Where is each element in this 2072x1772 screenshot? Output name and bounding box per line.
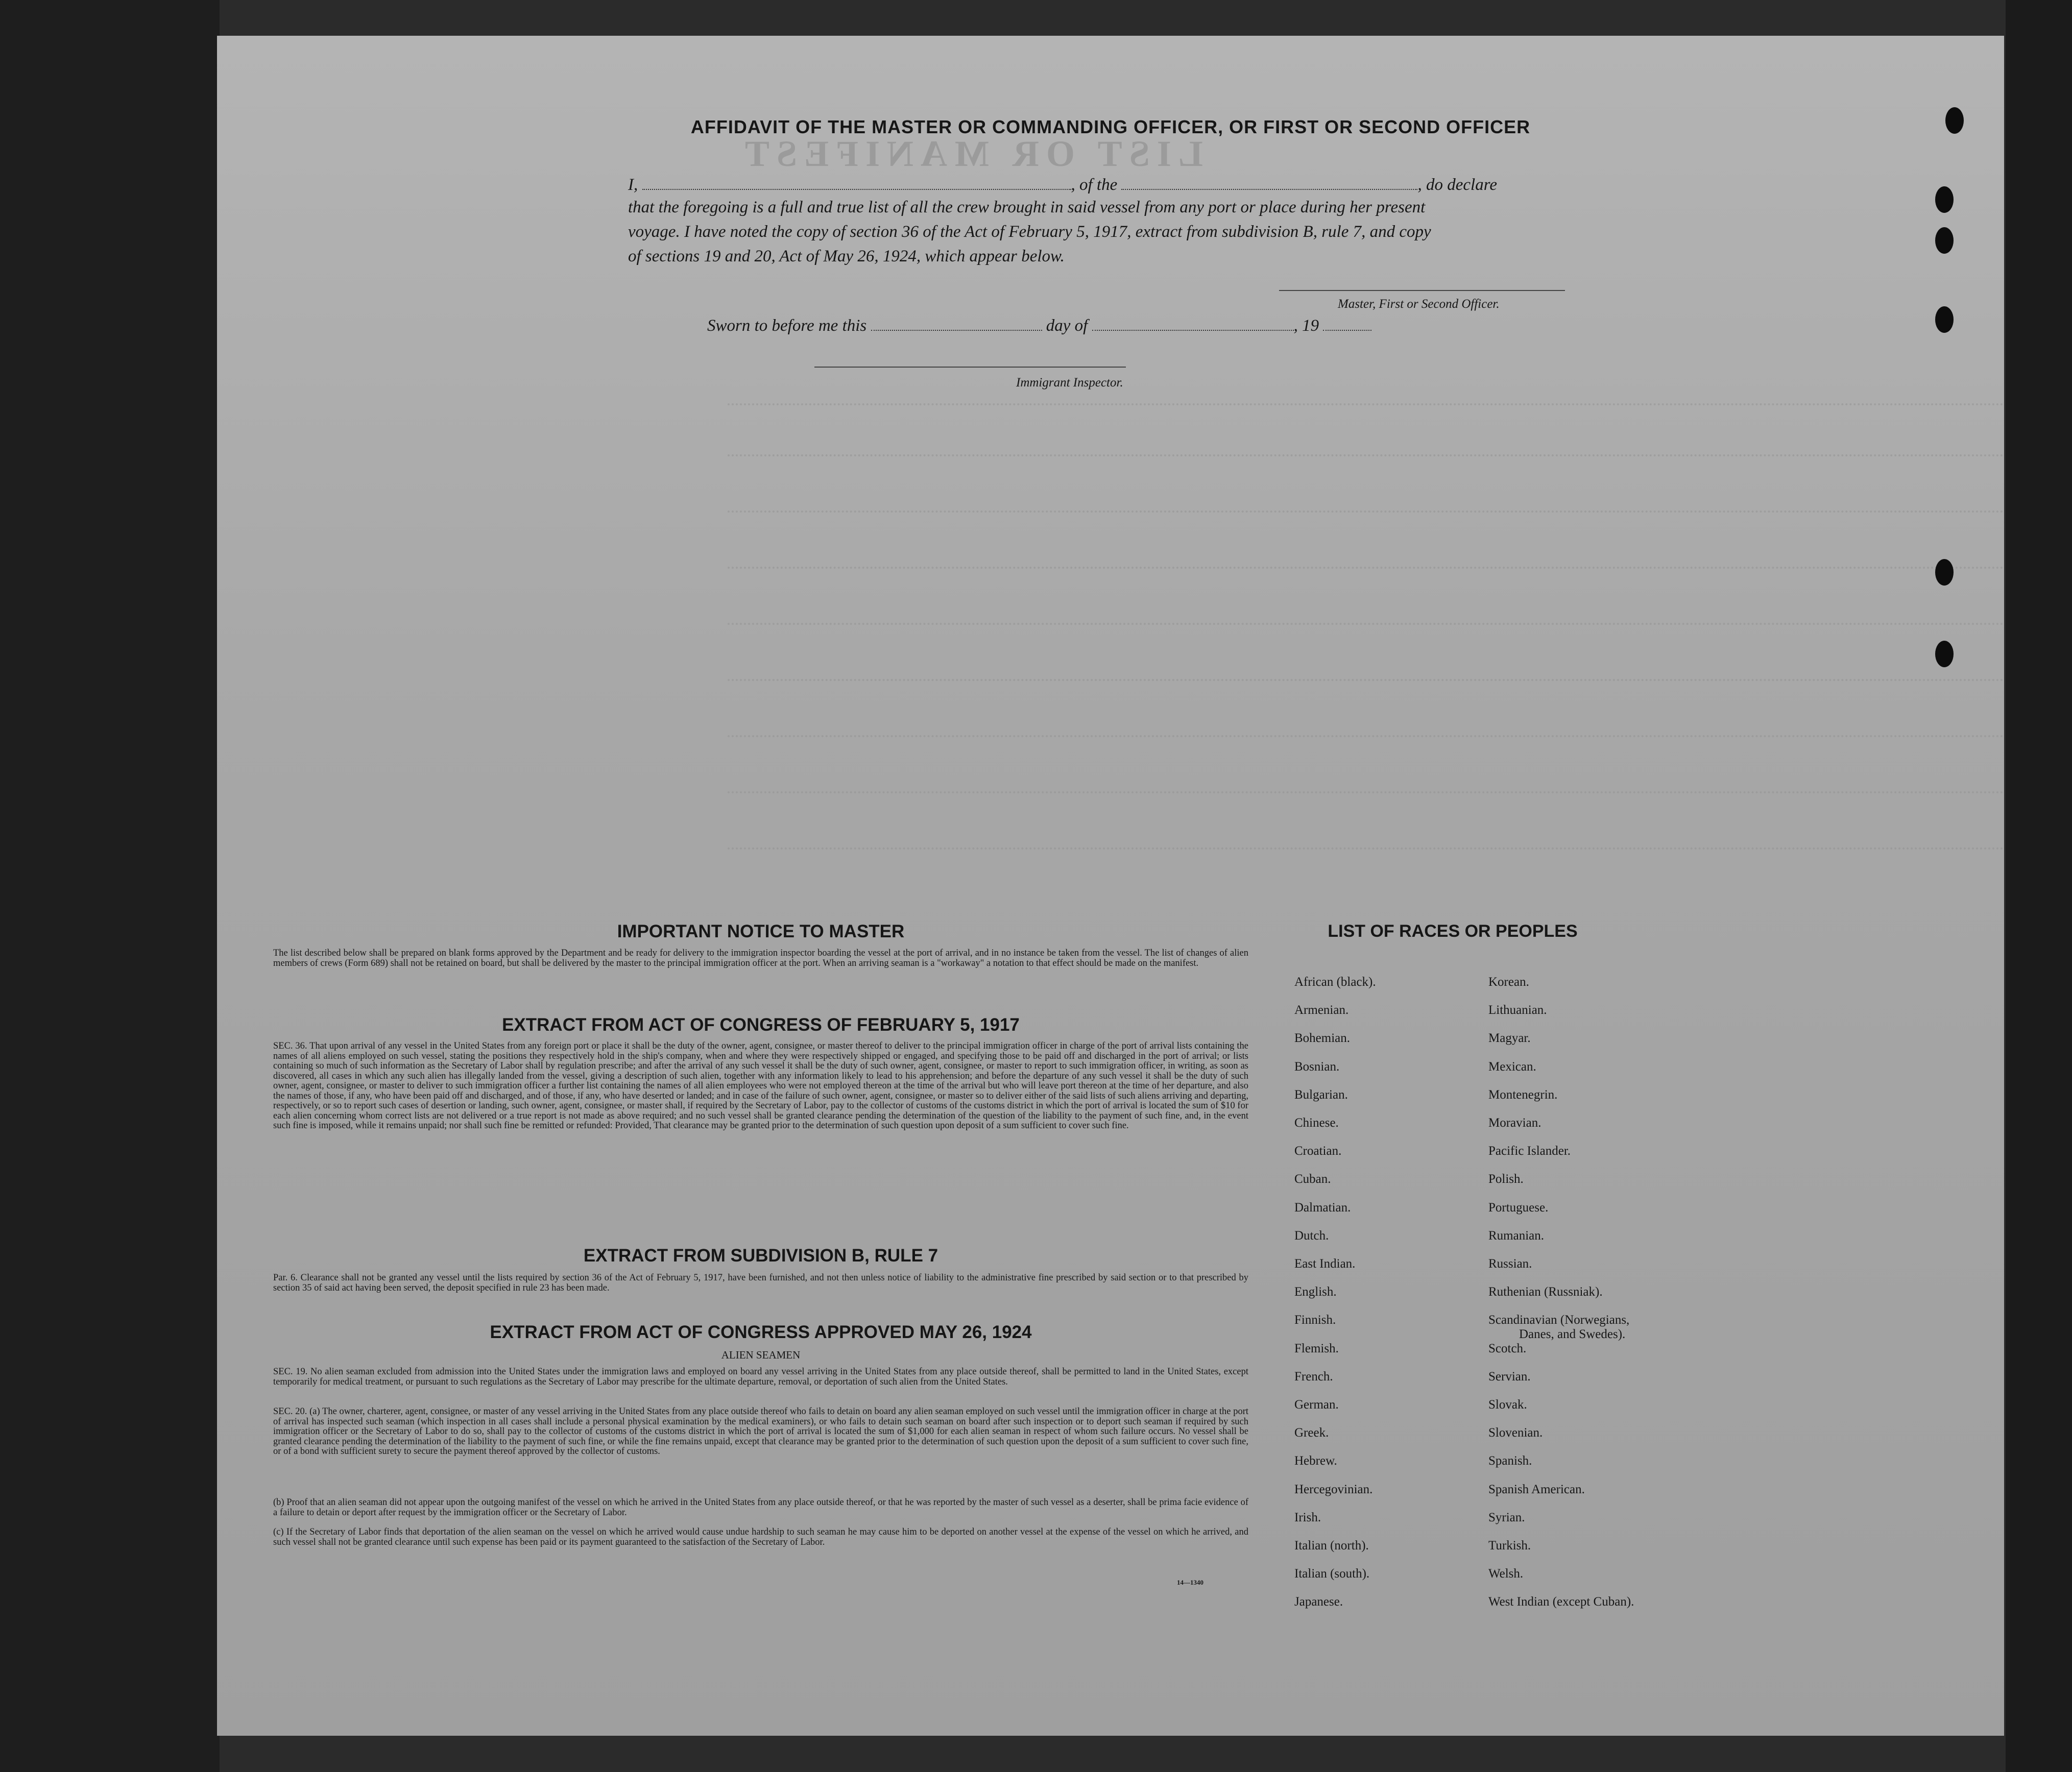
race-item: Japanese. [1294, 1595, 1343, 1609]
act-1924-sec19: SEC. 19. No alien seaman excluded from admission into the United States under the immigration laws and employed on board any vessel arriving in the United States from any place outside thereof, shall be permitted to land in the United States, except temporarily for medical treatment, or pursuant to such regulations as the Secretary of Labor may prescribe for the ultimate departure, removal, or deportation of such alien from the United States. [273, 1367, 1248, 1387]
race-item: Rumanian. [1488, 1229, 1545, 1243]
bleed-through-row [728, 444, 2004, 456]
races-title: LIST OF RACES OR PEOPLES [1328, 921, 1578, 941]
race-item: Slovenian. [1488, 1426, 1543, 1440]
race-item: Magyar. [1488, 1031, 1531, 1045]
inspector-signature-line[interactable] [814, 367, 1126, 368]
race-item: Greek. [1294, 1426, 1329, 1440]
race-item: East Indian. [1294, 1257, 1356, 1271]
race-item: Syrian. [1488, 1511, 1525, 1524]
race-item: Armenian. [1294, 1003, 1349, 1017]
race-item: Polish. [1488, 1172, 1524, 1186]
punch-hole [1935, 559, 1954, 586]
race-item: Bohemian. [1294, 1031, 1351, 1045]
race-item: Finnish. [1294, 1313, 1336, 1327]
race-item: Cuban. [1294, 1172, 1331, 1186]
bleed-through-row [728, 556, 2004, 569]
race-item: Ruthenian (Russniak). [1488, 1285, 1603, 1299]
scan-right-edge [2006, 0, 2072, 1772]
declaration-line-4: of sections 19 and 20, Act of May 26, 1924, which appear below. [628, 247, 1065, 265]
race-item: Turkish. [1488, 1539, 1531, 1552]
act-1917-title: EXTRACT FROM ACT OF CONGRESS OF FEBRUARY 5, 1917 [502, 1015, 1020, 1035]
race-item: German. [1294, 1398, 1339, 1412]
act-1924-subtitle: ALIEN SEAMEN [721, 1349, 801, 1361]
declaration-line-3: voyage. I have noted the copy of section 36 of the Act of February 5, 1917, extract from subdivision B, rule 7, and copy [628, 223, 1431, 241]
scan-left-edge [0, 0, 220, 1772]
race-item: Bosnian. [1294, 1060, 1340, 1074]
punch-hole [1935, 306, 1954, 333]
race-item: Danes, and Swedes). [1519, 1327, 1626, 1341]
race-item: Italian (south). [1294, 1567, 1370, 1581]
bleed-through-row [728, 500, 2004, 513]
sworn-line [707, 314, 1371, 335]
race-item: Scandinavian (Norwegians, [1488, 1313, 1630, 1327]
act-1924-sec20b: (b) Proof that an alien seaman did not appear upon the outgoing manifest of the vessel on which he arrived in the United States from any place outside thereof, or that he was reported by the master of such vessel as a deserter, shall be prima facie evidence of a failure to detain or deport after request by the immigration officer or the Secretary of Labor. [273, 1497, 1248, 1518]
bleed-through-row [728, 837, 2004, 849]
sworn-label: Sworn to before me this [707, 317, 867, 335]
form-code: 14—1340 [1177, 1579, 1203, 1586]
race-item: French. [1294, 1370, 1333, 1383]
race-item: Mexican. [1488, 1060, 1536, 1074]
bleed-through-row [728, 669, 2004, 681]
race-item: Flemish. [1294, 1342, 1339, 1355]
race-item: Montenegrin. [1488, 1088, 1558, 1102]
declaration-do-declare: , do declare [1417, 176, 1497, 194]
race-item: Slovak. [1488, 1398, 1527, 1412]
race-item: English. [1294, 1285, 1337, 1299]
notice-title: IMPORTANT NOTICE TO MASTER [617, 921, 905, 941]
bleed-through-row [728, 393, 2004, 405]
punch-hole [1935, 227, 1954, 254]
sworn-year-prefix: , 19 [1293, 317, 1319, 335]
act-1924-title: EXTRACT FROM ACT OF CONGRESS APPROVED MAY 26, 1924 [490, 1322, 1032, 1342]
punch-hole [1935, 186, 1954, 213]
sworn-day-of: day of [1046, 317, 1088, 335]
name-blank[interactable] [642, 174, 1071, 190]
race-item: West Indian (except Cuban). [1488, 1595, 1634, 1609]
race-item: Lithuanian. [1488, 1003, 1547, 1017]
race-item: Dutch. [1294, 1229, 1329, 1243]
bleed-through-heading: LIST OR MANIFEST [738, 133, 1203, 174]
race-item: Welsh. [1488, 1567, 1524, 1581]
race-item: Servian. [1488, 1370, 1531, 1383]
paper-surface [217, 36, 2004, 1736]
race-item: Moravian. [1488, 1116, 1541, 1130]
declaration-i: I, [628, 176, 638, 194]
bleed-through-row [728, 725, 2004, 737]
race-item: Russian. [1488, 1257, 1532, 1271]
inspector-caption: Immigrant Inspector. [1016, 376, 1123, 390]
master-caption: Master, First or Second Officer. [1338, 297, 1500, 311]
race-item: Italian (north). [1294, 1539, 1369, 1552]
race-item: Pacific Islander. [1488, 1144, 1571, 1158]
race-item: Chinese. [1294, 1116, 1339, 1130]
declaration-line [628, 174, 1613, 195]
race-item: Spanish. [1488, 1454, 1532, 1468]
rule-7-title: EXTRACT FROM SUBDIVISION B, RULE 7 [583, 1246, 938, 1266]
sworn-year-blank[interactable] [1323, 314, 1371, 331]
bleed-through-row [728, 781, 2004, 793]
master-signature-line[interactable] [1279, 290, 1565, 291]
race-item: Scotch. [1488, 1342, 1527, 1355]
race-item: Bulgarian. [1294, 1088, 1348, 1102]
act-1924-sec20a: SEC. 20. (a) The owner, charterer, agent, consignee, or master of any vessel arriving in the United States from any place outside thereof who fails to detain on board any alien seaman employed on such vessel until the immigration officer in charge at the port of arrival has inspected such seaman (which inspection in all cases shall include a personal physical examination by the medical examiners), or who fails to detain such seaman on board after such inspection or to deport such seaman if required by such immigration officer or the Secretary of Labor to do so, shall pay to the collector of customs of the customs district in which the port of arrival is located the sum of $1,000 for each alien seaman in respect of whom such failure occurs. No vessel shall be granted clearance pending the determination of the liability to the payment of such fine, or while the fine remains unpaid, except that clearance may be granted prior to the determination of such question upon the deposit of a sum sufficient to cover such fine, or of a bond with sufficient surety to secure the payment thereof approved by the collector of customs. [273, 1406, 1248, 1457]
race-item: Hercegovinian. [1294, 1483, 1373, 1496]
race-item: Irish. [1294, 1511, 1321, 1524]
document-page [217, 36, 2004, 1736]
act-1917-text: SEC. 36. That upon arrival of any vessel in the United States from any foreign port or place it shall be the duty of the owner, agent, consignee, or master thereof to deliver to the principal immigration officer in charge of the port of arrival lists containing the names of all aliens employed on such vessel, stating the positions they respectively hold in the ship's company, when and where they were respectively shipped or engaged, and specifying those to be paid off and discharged in the port of arrival; or lists containing so much of such information as the Secretary of Labor shall by regulation prescribe; and after the arrival of any such vessel it shall be the duty of such owner, agent, consignee, or master to report to such immigration officer, in writing, as soon as discovered, all cases in which any such alien has illegally landed from the vessel, giving a description of such alien, together with any information likely to lead to his apprehension; and before the departure of any such vessel it shall be the duty of such owner, agent, consignee, or master to deliver to such immigration officer a further list containing the names of all alien employees who were not employed thereon at the time of the arrival but who will leave port thereon at the time of her departure, and also the names of those, if any, who have been paid off and discharged, and of those, if any, who have deserted or landed; and in case of the failure of such owner, agent, consignee, or master so to deliver either of the said lists of such aliens arriving and departing, respectively, or so to report such cases of desertion or landing, such owner, agent, consignee, or master shall, if required by the Secretary of Labor, pay to the collector of customs of the customs district in which the port of arrival is located the sum of $10 for each alien concerning whom correct lists are not delivered or a true report is not made as above required; and no such vessel shall be granted clearance pending the determination of the question of the liability to the payment of such fine, and, in the event such fine is imposed, while it remains unpaid; nor shall such fine be remitted or refunded: Provided, That clearance may be granted prior to the determination of such question upon deposit of a sum sufficient to cover such fine. [273, 1041, 1248, 1131]
race-item: Dalmatian. [1294, 1201, 1351, 1215]
bleed-through-row [728, 613, 2004, 625]
punch-hole [1935, 641, 1954, 667]
sworn-day-blank[interactable] [871, 314, 1042, 331]
race-item: Croatian. [1294, 1144, 1342, 1158]
sworn-month-blank[interactable] [1092, 314, 1294, 331]
rule-7-text: Par. 6. Clearance shall not be granted any vessel until the lists required by section 36 of the Act of February 5, 1917, have been furnished, and not then unless notice of liability to the administrative fine prescribed by said section or to that prescribed by section 35 of said act having been served, the deposit specified in rule 23 has been made. [273, 1273, 1248, 1293]
declaration-of-the: , of the [1071, 176, 1118, 194]
notice-text: The list described below shall be prepared on blank forms approved by the Department and be ready for delivery to the immigration inspector boarding the vessel at the port of arrival, and in no instance be taken from the vessel. The list of changes of alien members of crews (Form 689) shall not be retained on board, but shall be delivered by the master to the principal immigration officer at the port. When an arriving seaman is a "workaway" a notation to that effect should be made on the manifest. [273, 948, 1248, 968]
vessel-blank[interactable] [1121, 174, 1417, 190]
race-item: Portuguese. [1488, 1201, 1549, 1215]
declaration-line-2: that the foregoing is a full and true list of all the crew brought in said vessel from any port or place during her present [628, 198, 1426, 216]
affidavit-title: AFFIDAVIT OF THE MASTER OR COMMANDING OFFICER, OR FIRST OR SECOND OFFICER [690, 116, 1531, 137]
race-item: Korean. [1488, 975, 1529, 989]
race-item: Hebrew. [1294, 1454, 1337, 1468]
race-item: Spanish American. [1488, 1483, 1585, 1496]
act-1924-sec20c: (c) If the Secretary of Labor finds that deportation of the alien seaman on the vessel on which he arrived would cause undue hardship to such seaman he may cause him to be deported on another vessel at the expense of the vessel on which he arrived, and such vessel shall not be granted clearance until such expense has been paid or its payment guaranteed to the satisfaction of the Secretary of Labor. [273, 1527, 1248, 1547]
race-item: African (black). [1294, 975, 1376, 989]
